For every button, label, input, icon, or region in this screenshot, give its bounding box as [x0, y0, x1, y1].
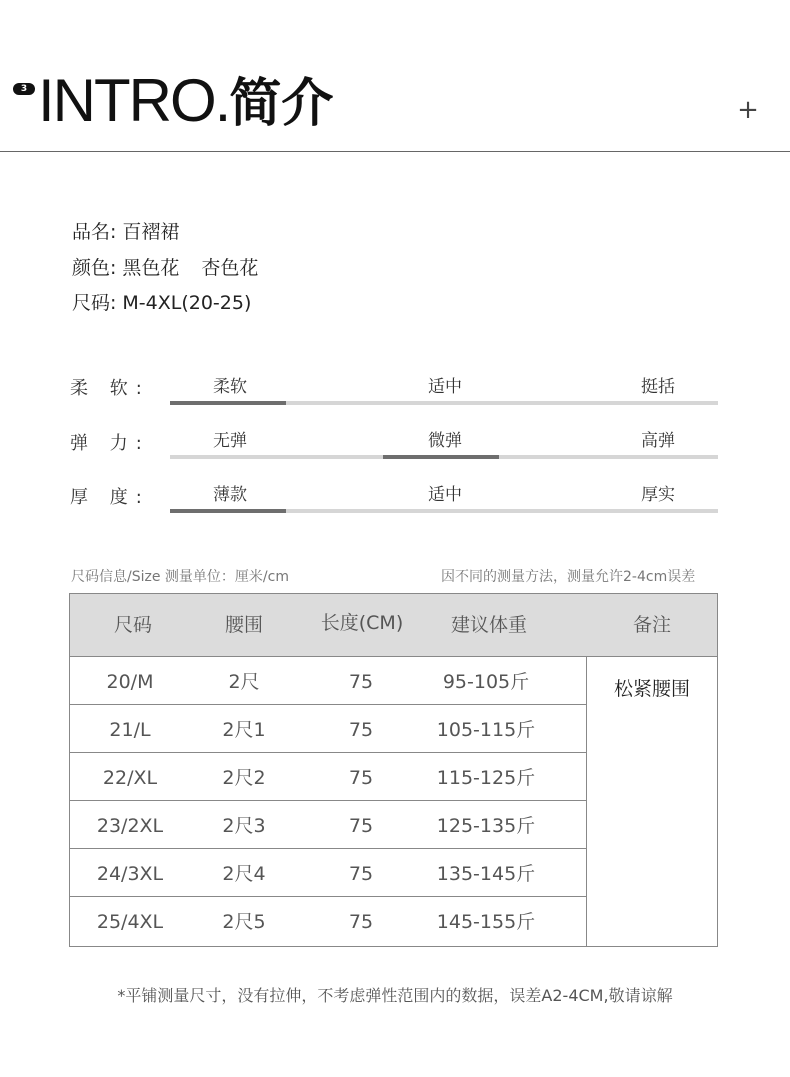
table-row: [70, 657, 586, 705]
cell-length: 75: [348, 815, 374, 837]
measurement-tolerance-caption: 因不同的测量方法，测量允许2-4cm误差: [441, 569, 696, 585]
cell-weight: 105-115斤: [436, 719, 536, 741]
product-color-value-2: 杏色花: [201, 257, 259, 279]
plus-icon[interactable]: +: [737, 95, 759, 125]
attribute-option: 适中: [428, 377, 462, 397]
attribute-option: 薄款: [213, 485, 247, 505]
cell-waist: 2尺1: [222, 719, 266, 741]
attribute-label: 厚 度:: [70, 487, 150, 508]
attribute-option: 柔软: [213, 377, 247, 397]
cell-size: 23/2XL: [96, 815, 164, 837]
attribute-label: 柔 软:: [70, 378, 150, 399]
size-table: [69, 593, 718, 947]
cell-weight: 125-135斤: [436, 815, 536, 837]
product-color-value-1: 黑色花: [122, 257, 180, 279]
size-table-header: [70, 594, 717, 657]
product-name-line: [72, 217, 179, 244]
cell-length: 75: [348, 719, 374, 741]
product-color-label: 颜色:: [72, 257, 117, 279]
cell-note: 松紧腰围: [613, 678, 690, 700]
cell-size: 24/3XL: [96, 863, 164, 885]
cell-size: 22/XL: [102, 767, 158, 789]
attribute-label: 弹 力:: [70, 433, 150, 454]
attribute-option: 微弹: [428, 431, 462, 451]
cell-weight: 145-155斤: [436, 911, 536, 933]
table-row: [70, 753, 586, 801]
cell-waist: 2尺: [228, 671, 260, 693]
table-row: [70, 801, 586, 849]
section-title-en: INTRO.: [38, 67, 230, 134]
header-divider: [0, 151, 790, 152]
attribute-option: 挺括: [641, 377, 675, 397]
attribute-scale-indicator: [170, 401, 286, 405]
product-size-value: M-4XL(20-25): [122, 292, 252, 314]
attribute-scale-track: [170, 455, 718, 459]
intro-header: [0, 0, 790, 152]
header-note: 备注: [632, 614, 671, 636]
cell-weight: 95-105斤: [442, 671, 530, 693]
product-name-value: 百褶裙: [122, 221, 180, 243]
cell-length: 75: [348, 671, 374, 693]
attribute-scale-track: [170, 509, 718, 513]
cell-weight: 135-145斤: [436, 863, 536, 885]
table-row: [70, 849, 586, 897]
cell-size: 21/L: [109, 719, 151, 741]
table-row: [70, 897, 586, 945]
cell-size: 20/M: [106, 671, 154, 693]
attribute-scale-track: [170, 401, 718, 405]
cell-length: 75: [348, 911, 374, 933]
header-waist: 腰围: [224, 614, 263, 636]
product-size-line: [72, 288, 251, 315]
section-title-cn: 简介: [229, 74, 334, 134]
cell-waist: 2尺3: [222, 815, 266, 837]
attribute-option: 厚实: [641, 485, 675, 505]
attribute-scale-indicator: [383, 455, 499, 459]
product-size-label: 尺码:: [72, 292, 117, 314]
cell-waist: 2尺5: [222, 911, 266, 933]
attribute-option: 无弹: [213, 431, 247, 451]
section-title: [38, 66, 333, 139]
product-name-label: 品名:: [72, 221, 117, 243]
header-size: 尺码: [113, 614, 152, 636]
product-color-line: [72, 253, 258, 280]
attribute-scale-indicator: [170, 509, 286, 513]
measurement-footnote: *平铺测量尺寸，没有拉伸，不考虑弹性范围内的数据，误差A2-4CM,敬请谅解: [117, 986, 673, 1005]
attribute-option: 高弹: [641, 431, 675, 451]
header-length: 长度(CM): [320, 612, 404, 634]
header-weight: 建议体重: [450, 614, 527, 636]
cell-waist: 2尺2: [222, 767, 266, 789]
cell-weight: 115-125斤: [436, 767, 536, 789]
size-info-caption: 尺码信息/Size 测量单位：厘米/cm: [71, 569, 289, 585]
cell-waist: 2尺4: [222, 863, 266, 885]
cell-length: 75: [348, 767, 374, 789]
cell-size: 25/4XL: [96, 911, 164, 933]
section-number-badge: 3: [13, 83, 35, 95]
cell-length: 75: [348, 863, 374, 885]
attribute-option: 适中: [428, 485, 462, 505]
table-row: [70, 705, 586, 753]
